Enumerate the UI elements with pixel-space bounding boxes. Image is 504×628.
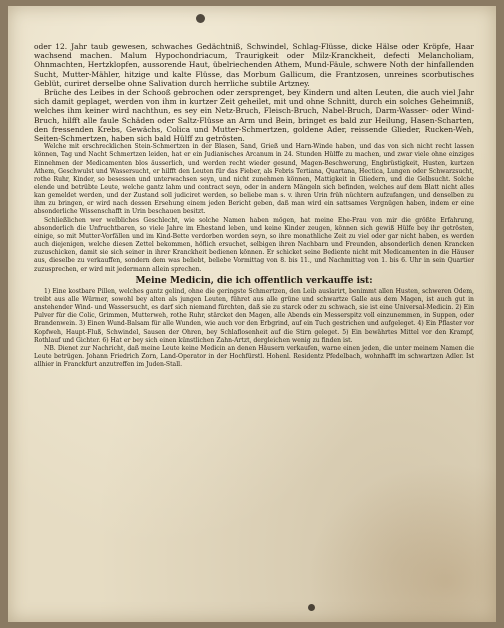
worm-hole-top <box>196 14 205 23</box>
document-body <box>34 42 474 369</box>
paper-stain <box>306 462 496 622</box>
medicines-heading: Meine Medicin, die ich offentlich verkauffe ist: <box>135 275 373 286</box>
paragraph-stone-pains: Welche mit erschrecklichen Stein-Schmertzen in der Blasen, Sand, Grieß und Harn-Winde haben, und das von sich nicht recht lassen können, Tag und Nacht Schmertzen leiden, hat er ein Judianisches Arcanum in 24. Stunden Hülffe zu machen, und zwar viele ohne einziges Einnehmen der Medicamenten blos äusserlich, und werden recht wieder gesund, Magen-Beschwerung, Engbrüstigkeit, Husten, kurtzen Athem, Geschwulst und Wassersucht, er hilfft den Leuten für das Fieber, als Febris Tertiana, Quartana, Hectica, Lungen oder Schwarzsucht, rothe Ruhr, Kinder, so besessen und unterwachsen seyn, und nicht zunehmen können, Mattigkeit in Gliedern, und die Gelbsucht. Solche elende und betrübte Leute, welche gantz lahm und contract seyn, oder in andern Mängeln sich befinden, welches auf dem Blatt nicht alles kan gemeldet werden, und der Zustand soll judiciret werden, so beliebe man s. v. ihren Urin früh nüchtern aufzufangen, und denselben zu ihm zu bringen, er wird nach dessen Ersehung einem jeden Bericht geben, daß man wird ein sattsames Vergnügen haben, indem er eine absonderliche Wissenschafft in Urin beschauen besitzt. <box>34 143 474 216</box>
paragraph-notice: NB. Dienet zur Nachricht, daß meine Leute keine Medicin an denen Häusern verkaufen, warne einen jeden, die unter meinem Namen die Leute betrügen. Johann Friedrich Zorn, Land-Operator in der Hochfürstl. Hohenl. Residentz Pfedelbach, wohnhafft im schwartzen Adler. Ist allhier in Franckfurt anzutreffen im Juden-Stall. <box>34 344 474 369</box>
paragraph-medicine-list: 1) Eine kostbare Pillen, welches gantz gelind, ohne die geringste Schmertzen, den Leib auslarirt, benimmt allen Husten, schweren Odem, treibt aus alle Würmer, sowohl bey alten als jungen Leuten, führet aus alle grüne und schwartze Galle aus dem Magen, ist auch gut in anstehender Wind- und Wassersucht, es darf sich niemand fürchten, daß sie zu starck oder zu schwach, sie ist eine Universal-Medicin. 2) Ein Pulver für die Colic, Grimmen, Mutterweh, rothe Ruhr, stärcket den Magen, alle Abends ein Messerspitz voll einzunemmen, in Suppen, oder Brandenwein. 3) Einen Wund-Balsam für alle Wunden, wie auch vor den Erbgrind, auf ein Tuch gestrichen und aufgeleget. 4) Ein Pflaster vor Kopfweh, Haupt-Fluß, Schwindel, Sausen der Ohren, bey Schlaflosenheit auf die Stirn geleget. 5) Ein bewährtes Mittel vor den Krampf, Rothlauf und Gichter. 6) Hat er bey sich einen künstlichen Zahn-Artzt, dergleichen wenig zu finden ist. <box>34 287 474 344</box>
document-sheet <box>8 6 496 622</box>
paragraph-ruptures: Brüche des Leibes in der Schooß gebrochen oder zersprenget, bey Kindern und alten Leuten, die auch viel Jahr sich damit geplaget, werden von ihm in kurtzer Zeit geheilet, mit und ohne Schnitt, durch ein solches Geheimniß, welches ihm keiner wird nachthun, es sey ein Netz-Bruch, Fleisch-Bruch, Nabel-Bruch, Darm-Wasser- oder Wind-Bruch, hilfft alle faule Schäden oder Saltz-Flüsse an Arm und Bein, bringet es bald zur Heilung, Hasen-Scharten, den fressenden Krebs, Gewächs, Colica und Mutter-Schmertzen, goldene Ader, reissende Glieder, Rucken-Weh, Seiten-Schmertzen, haben sich bald Hülff zu getrösten. <box>34 88 474 144</box>
paragraph-women: Schließlichen wer welbliches Geschlecht, wie solche Namen haben mögen, hat meine Ehe-Frau von mir die größte Erfahrung, absonderlich die Unfruchtbaren, so viele Jahre im Ehestand leben, und keine Kinder zeugen, können sich gewiß Hülfe bey ihr getrösten, einige, so mit Mutter-Vorfällen und im Kind-Bette verdorben worden seyn, so ihre monathliche Zeit zu viel oder gar nicht haben, es werden auch diejenigen, welche diesen Zettel bekommen, höflich ersuchet, selbigen ihren Nachbarn und Freunden, absonderlich denen Krancken zuzuschicken, damit sie sich seiner in ihrer Kranckheit bedienen können. Er schicket seine Bediente nicht mit Medicamenten in die Häuser aus, dieselbe zu verkauffen, sondern dem was beliebt, beliebe Vormittag von 8. bis 11., und Nachmittag von 1. bis 6. Uhr in sein Quartier zuzusprechen, er wird mit jedermann allein sprechen. <box>34 216 474 273</box>
paragraph-ailments: oder 12. Jahr taub gewesen, schwaches Gedächtniß, Schwindel, Schlag-Flüsse, dicke Hälse oder Kröpfe, Haar wachsend machen. Malum Hypochondriacum, Traurigkeit oder Milz-Kranckheit, defecti Melancholiam, Ohnmachten, Hertzklopfen, aussorende Haut, übelriechenden Athem, Mund-Fäule, schwere Noth der hinfallenden Sucht, Mutter-Mähler, hitzige und kalte Flüsse, das Morbum Gallicum, die Frantzosen, unreines scorbutisches Geblüt, curiret derselbe ohne Salivation durch herrliche subtile Artzney. <box>34 42 474 88</box>
worm-hole-bottom <box>308 604 315 611</box>
